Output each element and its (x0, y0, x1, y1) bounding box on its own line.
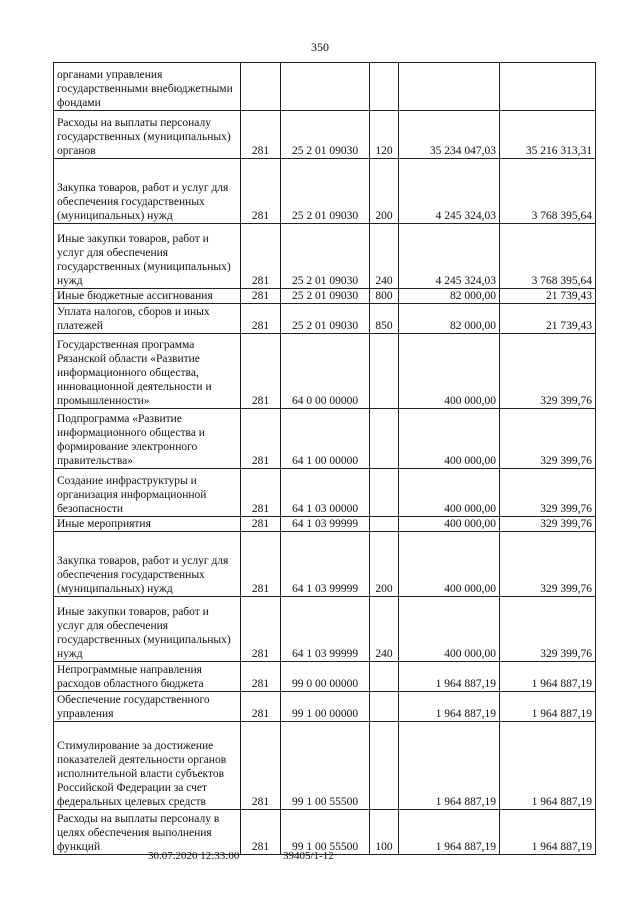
table-row (54, 224, 596, 289)
table-row (54, 692, 596, 722)
row-vr-cell (370, 662, 399, 692)
row-code-cell (241, 63, 281, 111)
row-sum-plan-cell: 400 000,00 (399, 334, 500, 409)
row-vr-cell (370, 469, 399, 517)
row-sum-fact-cell: 21 739,43 (500, 289, 596, 304)
row-sum-plan-cell: 4 245 324,03 (399, 224, 500, 289)
row-code-cell: 281 (241, 334, 281, 409)
row-csr-cell: 99 1 00 55500 (281, 722, 370, 810)
row-vr-cell (370, 722, 399, 810)
row-csr-cell: 99 1 00 55500 (281, 810, 370, 855)
row-vr-cell: 100 (370, 810, 399, 855)
row-code-cell: 281 (241, 722, 281, 810)
row-name-cell: Закупка товаров, работ и услуг для обеспечения государственных (муниципальных) нужд (54, 159, 241, 224)
budget-table-body (54, 63, 596, 855)
row-vr-cell (370, 409, 399, 469)
row-sum-fact-cell: 21 739,43 (500, 304, 596, 334)
row-csr-cell: 64 1 00 00000 (281, 409, 370, 469)
row-name-cell: Закупка товаров, работ и услуг для обеспечения государственных (муниципальных) нужд (54, 532, 241, 597)
row-code-cell: 281 (241, 111, 281, 159)
row-vr-cell: 200 (370, 532, 399, 597)
table-row (54, 722, 596, 810)
table-row (54, 662, 596, 692)
row-csr-cell: 25 2 01 09030 (281, 304, 370, 334)
table-row (54, 597, 596, 662)
row-sum-plan-cell: 1 964 887,19 (399, 662, 500, 692)
row-vr-cell (370, 692, 399, 722)
row-name-cell: органами управления государственными внебюджетными фондами (54, 63, 241, 111)
row-code-cell: 281 (241, 409, 281, 469)
row-csr-cell (281, 63, 370, 111)
row-sum-plan-cell: 82 000,00 (399, 304, 500, 334)
table-row (54, 111, 596, 159)
row-code-cell: 281 (241, 289, 281, 304)
row-vr-cell (370, 517, 399, 532)
table-row (54, 159, 596, 224)
row-name-cell: Расходы на выплаты персоналу государственных (муниципальных) органов (54, 111, 241, 159)
row-vr-cell (370, 334, 399, 409)
row-code-cell: 281 (241, 597, 281, 662)
row-sum-fact-cell: 329 399,76 (500, 517, 596, 532)
row-sum-plan-cell (399, 63, 500, 111)
row-name-cell: Уплата налогов, сборов и иных платежей (54, 304, 241, 334)
row-vr-cell: 120 (370, 111, 399, 159)
row-code-cell: 281 (241, 224, 281, 289)
row-name-cell: Иные мероприятия (54, 517, 241, 532)
row-name-cell: Непрограммные направления расходов областного бюджета (54, 662, 241, 692)
row-sum-fact-cell: 1 964 887,19 (500, 810, 596, 855)
row-sum-plan-cell: 400 000,00 (399, 469, 500, 517)
footer-date: 30.07.2020 12:33:00 (148, 850, 240, 862)
row-sum-fact-cell: 1 964 887,19 (500, 662, 596, 692)
row-name-cell: Расходы на выплаты персоналу в целях обеспечения выполнения функций (54, 810, 241, 855)
row-sum-plan-cell: 35 234 047,03 (399, 111, 500, 159)
row-sum-fact-cell: 35 216 313,31 (500, 111, 596, 159)
row-csr-cell: 25 2 01 09030 (281, 224, 370, 289)
row-sum-plan-cell: 400 000,00 (399, 517, 500, 532)
row-csr-cell: 64 0 00 00000 (281, 334, 370, 409)
row-csr-cell: 99 0 00 00000 (281, 662, 370, 692)
row-code-cell: 281 (241, 517, 281, 532)
row-csr-cell: 64 1 03 99999 (281, 597, 370, 662)
row-vr-cell: 800 (370, 289, 399, 304)
row-sum-fact-cell: 1 964 887,19 (500, 722, 596, 810)
row-sum-plan-cell: 1 964 887,19 (399, 810, 500, 855)
row-code-cell: 281 (241, 810, 281, 855)
row-csr-cell: 64 1 03 99999 (281, 517, 370, 532)
row-code-cell: 281 (241, 469, 281, 517)
table-row (54, 810, 596, 855)
row-vr-cell: 240 (370, 597, 399, 662)
table-row (54, 63, 596, 111)
table-row (54, 334, 596, 409)
table-row (54, 409, 596, 469)
row-sum-fact-cell: 329 399,76 (500, 409, 596, 469)
budget-table (53, 62, 596, 855)
row-sum-fact-cell (500, 63, 596, 111)
row-csr-cell: 25 2 01 09030 (281, 111, 370, 159)
row-name-cell: Иные бюджетные ассигнования (54, 289, 241, 304)
row-sum-fact-cell: 3 768 395,64 (500, 224, 596, 289)
row-code-cell: 281 (241, 532, 281, 597)
table-row (54, 517, 596, 532)
row-csr-cell: 64 1 03 99999 (281, 532, 370, 597)
row-name-cell: Иные закупки товаров, работ и услуг для обеспечения государственных (муниципальных) нужд (54, 597, 241, 662)
row-sum-plan-cell: 400 000,00 (399, 532, 500, 597)
row-vr-cell (370, 63, 399, 111)
row-sum-fact-cell: 329 399,76 (500, 334, 596, 409)
row-csr-cell: 25 2 01 09030 (281, 159, 370, 224)
row-name-cell: Создание инфраструктуры и организация информационной безопасности (54, 469, 241, 517)
table-row (54, 304, 596, 334)
row-name-cell: Подпрограмма «Развитие информационного общества и формирование электронного правительства» (54, 409, 241, 469)
row-sum-fact-cell: 329 399,76 (500, 597, 596, 662)
row-csr-cell: 64 1 03 00000 (281, 469, 370, 517)
table-row (54, 289, 596, 304)
row-code-cell: 281 (241, 304, 281, 334)
row-name-cell: Обеспечение государственного управления (54, 692, 241, 722)
row-vr-cell: 200 (370, 159, 399, 224)
row-csr-cell: 25 2 01 09030 (281, 289, 370, 304)
row-name-cell: Стимулирование за достижение показателей деятельности органов исполнительной власти субъектов Российской Федерации за счет федеральных целевых средств (54, 722, 241, 810)
row-vr-cell: 240 (370, 224, 399, 289)
row-sum-plan-cell: 82 000,00 (399, 289, 500, 304)
row-code-cell: 281 (241, 662, 281, 692)
row-sum-fact-cell: 329 399,76 (500, 469, 596, 517)
row-name-cell: Иные закупки товаров, работ и услуг для обеспечения государственных (муниципальных) нужд (54, 224, 241, 289)
footer-doc-number: 39405/1-12 (283, 850, 334, 862)
page-number: 350 (311, 40, 329, 54)
table-row (54, 532, 596, 597)
row-sum-fact-cell: 329 399,76 (500, 532, 596, 597)
row-sum-plan-cell: 400 000,00 (399, 409, 500, 469)
row-sum-fact-cell: 3 768 395,64 (500, 159, 596, 224)
row-vr-cell: 850 (370, 304, 399, 334)
row-sum-plan-cell: 1 964 887,19 (399, 722, 500, 810)
row-code-cell: 281 (241, 159, 281, 224)
table-row (54, 469, 596, 517)
row-sum-plan-cell: 4 245 324,03 (399, 159, 500, 224)
row-sum-fact-cell: 1 964 887,19 (500, 692, 596, 722)
row-name-cell: Государственная программа Рязанской области «Развитие информационного общества, инновационной деятельности и промышленности» (54, 334, 241, 409)
row-code-cell: 281 (241, 692, 281, 722)
row-sum-plan-cell: 400 000,00 (399, 597, 500, 662)
row-sum-plan-cell: 1 964 887,19 (399, 692, 500, 722)
row-csr-cell: 99 1 00 00000 (281, 692, 370, 722)
